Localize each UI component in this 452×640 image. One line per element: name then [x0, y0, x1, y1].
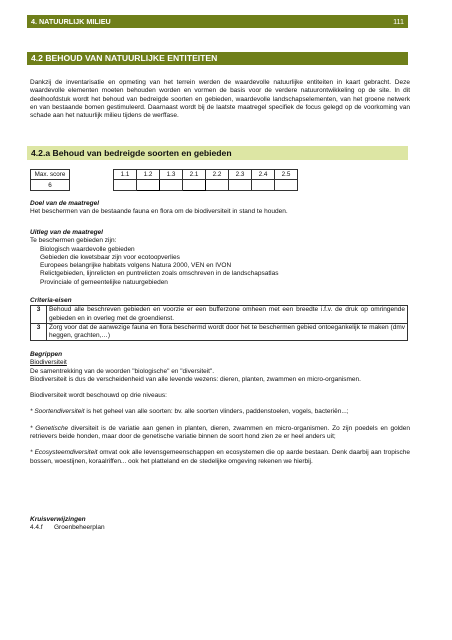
cross-reference-label: Groenbeheerplan — [54, 524, 105, 532]
applicable-criterion-box — [137, 180, 160, 191]
criteria-score: 3 — [31, 323, 47, 341]
criteria-heading: Criteria-eisen — [30, 297, 72, 304]
list-item: Gebieden die kwetsbaar zijn voor ecotoopverlies — [40, 253, 180, 261]
level-text: omvat ook alle levensgemeenschappen en ecosystemen die op aarde bestaan. Denk daarbij aan tropische bossen, woestijnen, koraalriffen... ook het platteland en de stedelijke omgeving rekenen we hierbij. — [30, 449, 410, 465]
criterion-code: 1.1 — [114, 170, 137, 180]
criteria-block — [30, 297, 410, 341]
criterion-code: 2.2 — [206, 170, 229, 180]
criterion-code: 1.2 — [137, 170, 160, 180]
begrippen-paragraph: Biodiversiteit wordt beschouwd op drie niveaus: — [30, 392, 167, 400]
list-item: Biologisch waardevolle gebieden — [40, 245, 135, 253]
list-item: Europees belangrijke habitats volgens Natura 2000, VEN en IVON — [40, 262, 232, 270]
uitleg-heading: Uitleg van de maatregel — [30, 229, 103, 236]
cross-reference[interactable] — [30, 524, 410, 532]
applicable-criterion-box — [183, 180, 206, 191]
max-score-label: Max. score — [31, 170, 70, 180]
list-item: Provinciale of gemeentelijke natuurgebieden — [40, 278, 168, 286]
begrippen-paragraph: Biodiversiteit is dus de verscheidenheid van alle levende wezens: dieren, planten, zwammen en micro-organismen. — [30, 375, 361, 383]
doel-text: Het beschermen van de bestaande fauna en flora om de biodiversiteit in stand te houden. — [30, 208, 288, 216]
level-text: is het geheel van alle soorten: bv. alle soorten vlinders, paddenstoelen, vogels, bacteriën...; — [84, 408, 349, 416]
criteria-table — [30, 305, 408, 341]
page-number: 111 — [393, 17, 404, 26]
begrippen-heading: Begrippen — [30, 351, 63, 358]
uitleg-lead: Te beschermen gebieden zijn: — [30, 237, 117, 245]
uitleg-block — [30, 229, 410, 287]
criterion-code: 2.1 — [183, 170, 206, 180]
criteria-text: Behoud alle beschreven gebieden en voorzie er een bufferzone omheen met een breedte i.f.v. de druk op omringende gebieden en in overleg met de groendienst. — [47, 306, 408, 324]
doel-block — [30, 200, 410, 217]
cross-reference-code: 4.4.f — [30, 524, 43, 532]
score-table — [30, 169, 298, 191]
biodiversity-level — [30, 425, 410, 442]
kruis-heading: Kruisverwijzingen — [30, 516, 86, 523]
level-text: diversiteit is de variatie aan genen in planten, dieren, zwammen en micro-organismen. Zo zijn poedels en golden retrievers beide honden, maar door de genetische variatie binnen de soort hond zien ze er heel anders uit; — [30, 424, 411, 441]
criterion-code: 2.3 — [229, 170, 252, 180]
biodiversity-level — [30, 408, 410, 416]
chapter-title: 4. NATUURLIJK MILIEU — [31, 17, 111, 26]
criterion-code: 2.4 — [252, 170, 275, 180]
criterion-code: 1.3 — [160, 170, 183, 180]
level-term: * Soortendiversiteit — [30, 408, 85, 416]
table-row — [31, 323, 408, 341]
table-row — [31, 306, 408, 324]
level-term: * Ecosysteemdiversiteit — [30, 449, 98, 457]
section-heading-bar — [27, 52, 408, 65]
section-title: 4.2 BEHOUD VAN NATUURLIJKE ENTITEITEN — [31, 53, 218, 63]
section-intro: Dankzij de inventarisatie en opmeting van het terrein werden de waardevolle natuurlijke entiteiten in kaart gebracht. Deze waardevolle elementen moeten behouden worden en vormen de basis voor de verdere natuurontwikkeling op de site. In dit deelhoofdstuk wordt het behoud van bedreigde soorten en gebieden, waardevolle landschapselementen, van het groene netwerk en van bestaande bomen gestimuleerd. Daarnaast wordt bij de laatste maatregel specifiek de focus gelegd op de voorkoming van schade aan het natuurlijk milieu tijdens de werffase. — [30, 79, 410, 120]
biodiversity-level — [30, 449, 410, 466]
level-term: * Genetische — [30, 424, 69, 432]
begrippen-definition: De samentrekking van de woorden "biologische" en "diversiteit". — [30, 367, 215, 375]
doel-heading: Doel van de maatregel — [30, 200, 99, 207]
subsection-title: 4.2.a Behoud van bedreigde soorten en gebieden — [31, 148, 232, 158]
begrippen-block — [30, 351, 410, 466]
criteria-score: 3 — [31, 306, 47, 324]
subsection-heading-bar — [27, 146, 408, 160]
page-header-bar — [27, 15, 408, 28]
criteria-text: Zorg voor dat de aanwezige fauna en flora beschermd wordt door het te beschermen gebied ontoegankelijk te maken (dmv heggen, grachten,…) — [47, 323, 408, 341]
list-item: Relictgebieden, lijnrelicten en puntrelicten zoals omschreven in de landschapsatlas — [40, 270, 279, 278]
criterion-code: 2.5 — [275, 170, 298, 180]
begrippen-term: Biodiversiteit — [30, 359, 67, 367]
max-score-value: 6 — [31, 180, 70, 191]
kruis-block — [30, 516, 410, 533]
